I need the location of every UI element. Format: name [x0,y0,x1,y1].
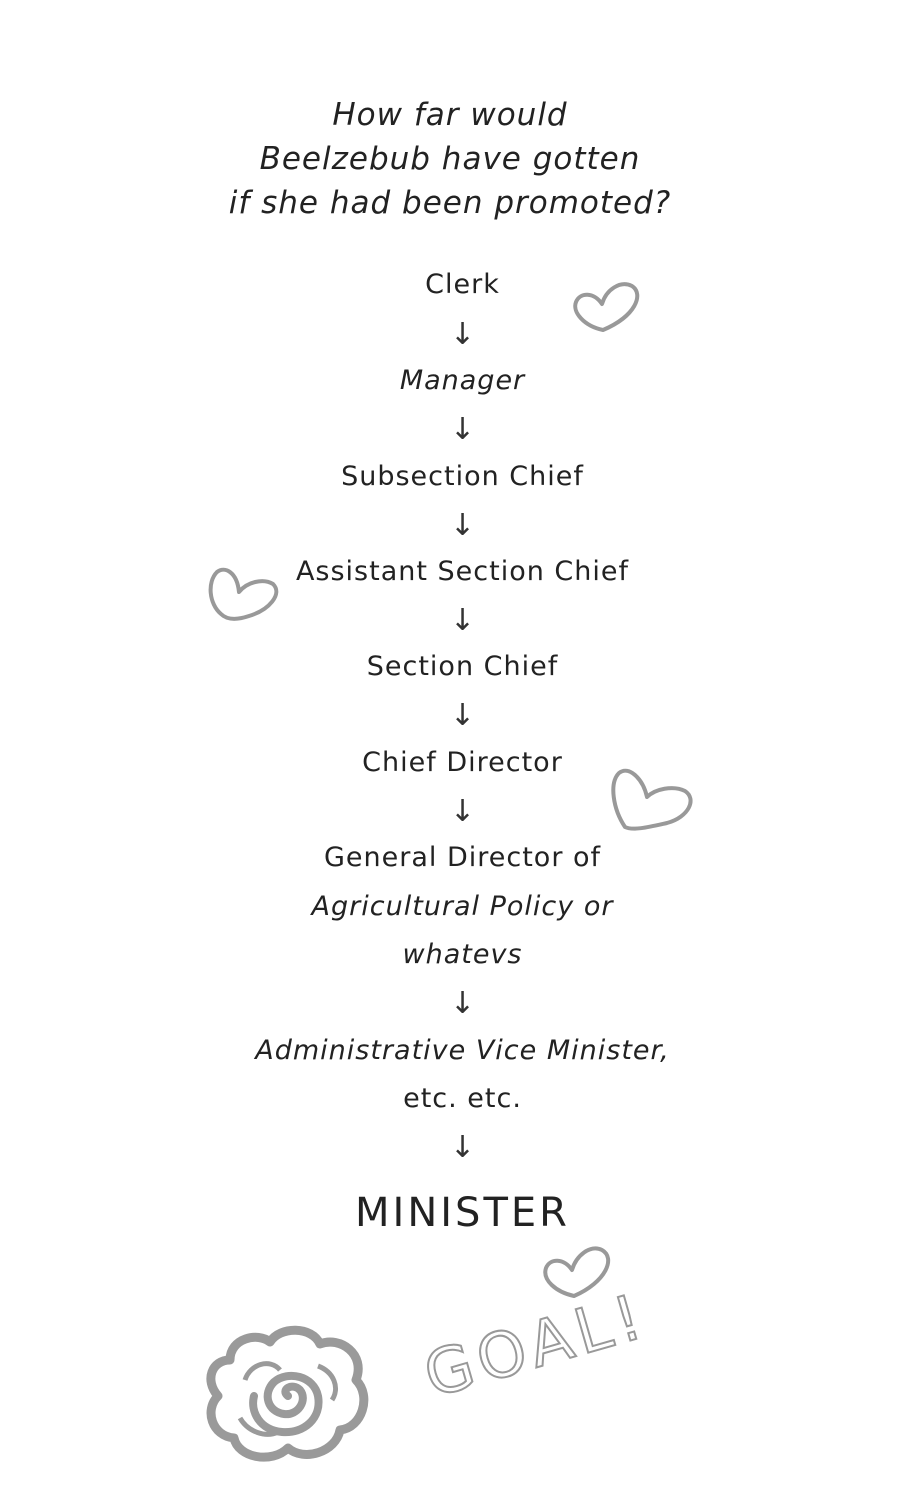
step-minister: MINISTER [355,1190,570,1236]
rose-icon [200,1320,375,1465]
arrow-down: ↓ [449,1130,476,1165]
heart-icon [605,765,700,840]
step-vice-minister-line-1: Administrative Vice Minister, [255,1035,670,1066]
step-assistant-section-chief: Assistant Section Chief [295,556,630,587]
arrow-down: ↓ [449,412,476,447]
step-subsection-chief: Subsection Chief [341,461,584,492]
title-line-3: if she had been promoted? [228,185,672,221]
step-section-chief: Section Chief [366,651,559,682]
step-general-director-line-1: General Director of [323,842,602,873]
arrow-down: ↓ [449,794,476,829]
heart-icon [205,562,285,624]
step-general-director-line-2: Agricultural Policy or [311,891,614,922]
heart-icon [570,278,645,338]
arrow-down: ↓ [449,508,476,543]
step-general-director-line-3: whatevs [402,939,523,970]
step-chief-director: Chief Director [362,747,563,778]
title-line-1: How far would [332,97,568,133]
step-vice-minister-line-2: etc. etc. [403,1083,522,1114]
step-clerk: Clerk [425,269,500,300]
arrow-down: ↓ [449,698,476,733]
title-line-2: Beelzebub have gotten [259,141,641,177]
arrow-down: ↓ [449,986,476,1021]
arrow-down: ↓ [449,603,476,638]
arrow-down: ↓ [449,317,476,352]
goal-text: GOAL! [416,1278,656,1412]
step-manager: Manager [399,365,526,396]
